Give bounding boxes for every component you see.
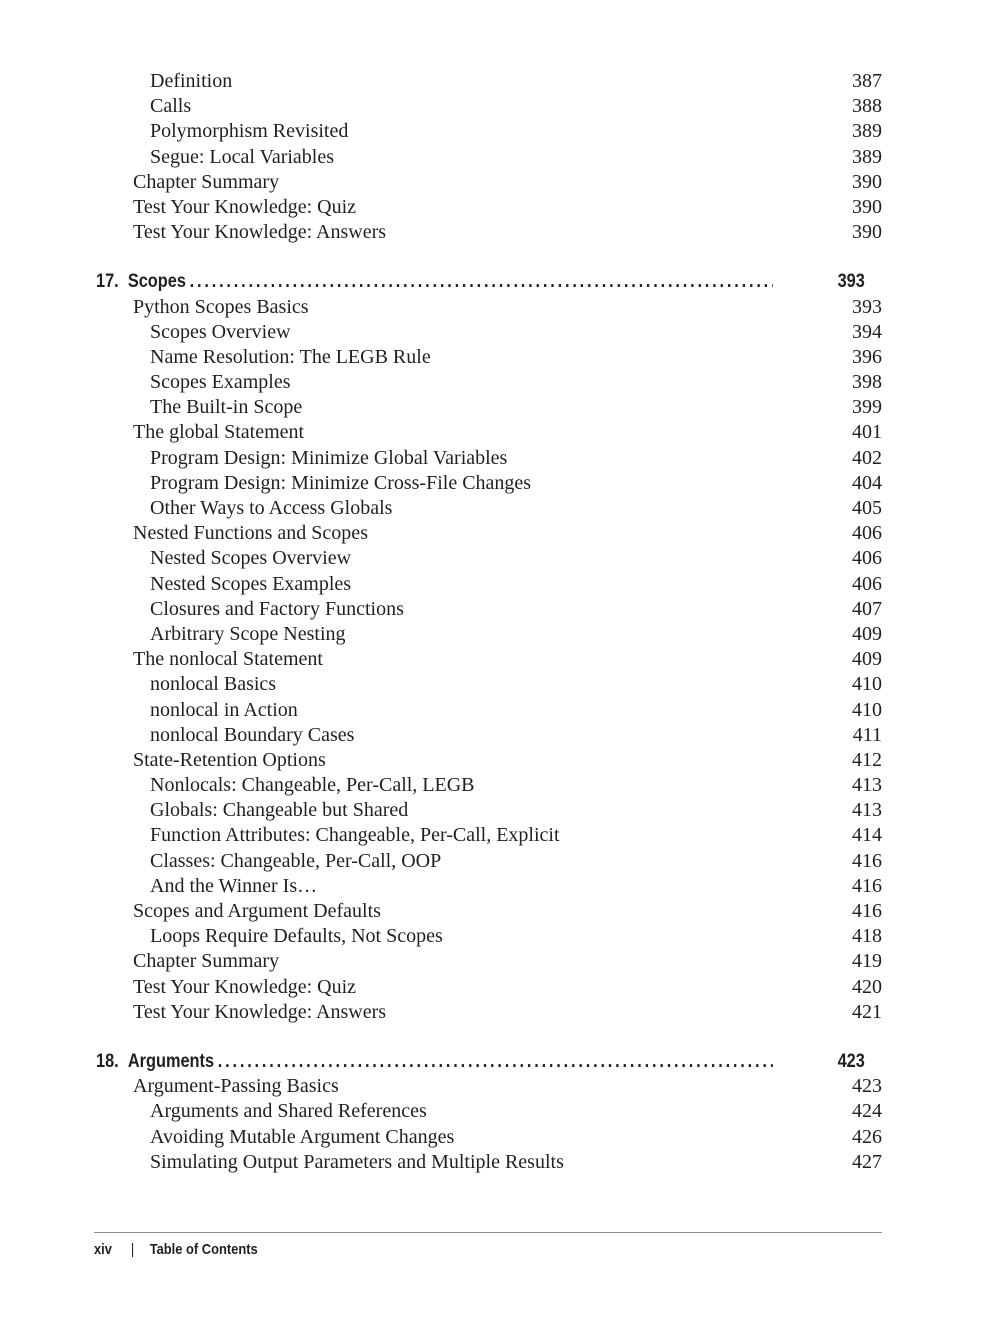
toc-subsection-entry[interactable] — [0, 1099, 1008, 1124]
toc-entry-title: Test Your Knowledge: Answers — [133, 1000, 387, 1023]
toc-section-entry[interactable] — [0, 220, 1008, 245]
page-footer — [94, 1240, 258, 1260]
toc-entry-page: 416 — [852, 874, 882, 897]
toc-entry-title: Chapter Summary — [133, 950, 280, 973]
toc-entry-title: nonlocal Boundary Cases — [150, 723, 355, 746]
toc-entry-page: 409 — [852, 622, 882, 645]
toc-entry-page: 419 — [852, 950, 882, 973]
toc-section-entry[interactable] — [0, 521, 1008, 546]
toc-entry-page: 393 — [837, 271, 865, 293]
chapter-number: 17. — [96, 271, 119, 293]
toc-entry-page: 410 — [852, 698, 882, 721]
toc-entry-title: Arbitrary Scope Nesting — [150, 622, 346, 645]
toc-entry-title: Test Your Knowledge: Quiz — [133, 195, 357, 218]
toc-entry-title: Classes: Changeable, Per-Call, OOP — [150, 849, 442, 872]
toc-section-entry[interactable] — [0, 195, 1008, 220]
toc-entry-page: 411 — [852, 723, 882, 746]
toc-entry-page: 390 — [852, 221, 882, 244]
toc-entry-page: 426 — [852, 1125, 882, 1148]
toc-section-entry[interactable] — [0, 975, 1008, 1000]
toc-entry-title: Polymorphism Revisited — [150, 120, 349, 143]
toc-entry-page: 409 — [852, 648, 882, 671]
toc-entry-title: Simulating Output Parameters and Multiple Results — [150, 1150, 564, 1173]
toc-chapter-entry[interactable] — [13, 1049, 880, 1074]
toc-subsection-entry[interactable] — [0, 723, 1008, 748]
toc-subsection-entry[interactable] — [0, 320, 1008, 345]
toc-section-entry[interactable] — [0, 420, 1008, 445]
toc-section-entry[interactable] — [0, 949, 1008, 974]
toc-entry-page: 414 — [852, 824, 882, 847]
toc-section-entry[interactable] — [0, 647, 1008, 672]
toc-subsection-entry[interactable] — [0, 597, 1008, 622]
toc-subsection-entry[interactable] — [0, 874, 1008, 899]
chapter-number: 18. — [96, 1050, 119, 1072]
toc-entry-title: Globals: Changeable but Shared — [150, 799, 409, 822]
toc-entry-page: 399 — [852, 396, 882, 419]
toc-section-entry[interactable] — [0, 1000, 1008, 1025]
toc-entry-title: Scopes Examples — [150, 371, 291, 394]
toc-entry-page: 413 — [852, 799, 882, 822]
toc-subsection-entry[interactable] — [0, 924, 1008, 949]
table-of-contents — [0, 69, 1008, 1175]
toc-subsection-entry[interactable] — [0, 471, 1008, 496]
toc-subsection-entry[interactable] — [0, 698, 1008, 723]
toc-subsection-entry[interactable] — [0, 69, 1008, 94]
toc-entry-page: 394 — [852, 320, 882, 343]
toc-entry-title: nonlocal in Action — [150, 698, 298, 721]
toc-entry-title: Name Resolution: The LEGB Rule — [150, 345, 431, 368]
toc-entry-title: Calls — [150, 95, 192, 118]
toc-entry-page: 413 — [852, 774, 882, 797]
toc-entry-page: 410 — [852, 673, 882, 696]
toc-entry-page: 388 — [852, 95, 882, 118]
toc-entry-page: 398 — [852, 371, 882, 394]
toc-entry-title: Arguments and Shared References — [150, 1100, 427, 1123]
toc-entry-page: 427 — [852, 1150, 882, 1173]
toc-subsection-entry[interactable] — [0, 622, 1008, 647]
toc-chapter-entry[interactable] — [13, 269, 880, 294]
toc-entry-page: 406 — [852, 547, 882, 570]
toc-entry-page: 420 — [852, 975, 882, 998]
footer-separator: | — [130, 1241, 135, 1258]
footer-page-number: xiv — [94, 1241, 112, 1258]
toc-entry-page: 405 — [852, 497, 882, 519]
toc-subsection-entry[interactable] — [0, 572, 1008, 597]
toc-entry-title: Test Your Knowledge: Quiz — [133, 975, 357, 998]
toc-entry-page: 404 — [852, 471, 882, 494]
toc-section-entry[interactable] — [0, 899, 1008, 924]
toc-entry-title: Nonlocals: Changeable, Per-Call, LEGB — [150, 774, 475, 797]
toc-subsection-entry[interactable] — [0, 145, 1008, 170]
toc-entry-page: 401 — [852, 421, 882, 444]
toc-subsection-entry[interactable] — [0, 94, 1008, 119]
toc-subsection-entry[interactable] — [0, 672, 1008, 697]
toc-entry-page: 389 — [852, 120, 882, 143]
toc-entry-title: Nested Functions and Scopes — [133, 522, 368, 545]
toc-subsection-entry[interactable] — [0, 1125, 1008, 1150]
toc-entry-title: Definition — [150, 70, 233, 92]
toc-entry-title: State-Retention Options — [133, 748, 326, 771]
toc-entry-title: Nested Scopes Examples — [150, 572, 352, 595]
toc-subsection-entry[interactable] — [0, 446, 1008, 471]
toc-entry-page: 393 — [852, 295, 882, 318]
toc-entry-page: 424 — [852, 1100, 882, 1123]
toc-section-entry[interactable] — [0, 1074, 1008, 1099]
toc-entry-title: Scopes Overview — [150, 320, 291, 343]
toc-subsection-entry[interactable] — [0, 395, 1008, 420]
toc-entry-title: Nested Scopes Overview — [150, 547, 352, 570]
toc-entry-page: 396 — [852, 345, 882, 368]
toc-entry-title: Test Your Knowledge: Answers — [133, 221, 387, 244]
toc-entry-page: 416 — [852, 900, 882, 922]
toc-subsection-entry[interactable] — [0, 119, 1008, 144]
toc-entry-title: Other Ways to Access Globals — [150, 497, 393, 519]
toc-entry-title: Arguments . . . — [128, 1049, 773, 1074]
toc-entry-title: Scopes and Argument Defaults — [133, 900, 381, 922]
toc-entry-page: 389 — [852, 145, 882, 168]
toc-entry-page: 390 — [852, 170, 882, 193]
toc-entry-page: 402 — [852, 446, 882, 469]
toc-entry-page: 423 — [852, 1075, 882, 1098]
toc-entry-title: The nonlocal Statement — [133, 648, 323, 671]
toc-entry-page: 412 — [852, 748, 882, 771]
toc-section-entry[interactable] — [0, 295, 1008, 320]
toc-entry-title: Avoiding Mutable Argument Changes — [150, 1125, 455, 1148]
toc-entry-title: Loops Require Defaults, Not Scopes — [150, 925, 443, 948]
toc-entry-page: 406 — [852, 522, 882, 545]
toc-subsection-entry[interactable] — [0, 773, 1008, 798]
toc-entry-title: nonlocal Basics — [150, 673, 277, 696]
toc-entry-page: 423 — [837, 1050, 865, 1072]
toc-entry-title: The Built-in Scope — [150, 396, 303, 419]
toc-subsection-entry[interactable] — [0, 496, 1008, 521]
toc-entry-page: 416 — [852, 849, 882, 872]
footer-rule — [94, 1232, 882, 1233]
toc-subsection-entry[interactable] — [0, 849, 1008, 874]
toc-entry-page: 406 — [852, 572, 882, 595]
footer-section-title: Table of Contents — [149, 1241, 258, 1258]
toc-entry-page: 421 — [852, 1000, 882, 1023]
toc-entry-title: Scopes . . . — [128, 269, 773, 294]
toc-subsection-entry[interactable] — [0, 546, 1008, 571]
toc-subsection-entry[interactable] — [0, 823, 1008, 848]
toc-entry-title: Argument-Passing Basics — [133, 1075, 339, 1098]
toc-entry-title: Function Attributes: Changeable, Per-Call, Explicit — [150, 824, 560, 847]
toc-entry-title: Chapter Summary — [133, 170, 280, 193]
toc-subsection-entry[interactable] — [0, 345, 1008, 370]
toc-entry-title: Python Scopes Basics — [133, 295, 309, 318]
toc-entry-title: Segue: Local Variables — [150, 145, 335, 168]
toc-entry-title: Program Design: Minimize Global Variables — [150, 446, 508, 469]
toc-entry-title: Closures and Factory Functions — [150, 597, 404, 620]
toc-entry-title: The global Statement — [133, 421, 305, 444]
toc-entry-title: Program Design: Minimize Cross-File Changes — [150, 471, 532, 494]
toc-subsection-entry[interactable] — [0, 798, 1008, 823]
toc-entry-page: 390 — [852, 195, 882, 218]
toc-entry-page: 387 — [852, 70, 882, 92]
toc-entry-page: 407 — [852, 597, 882, 620]
toc-entry-title: And the Winner Is… — [150, 874, 318, 897]
toc-section-entry[interactable] — [0, 748, 1008, 773]
toc-subsection-entry[interactable] — [0, 1150, 1008, 1175]
toc-subsection-entry[interactable] — [0, 370, 1008, 395]
toc-section-entry[interactable] — [0, 170, 1008, 195]
toc-entry-page: 418 — [852, 925, 882, 948]
